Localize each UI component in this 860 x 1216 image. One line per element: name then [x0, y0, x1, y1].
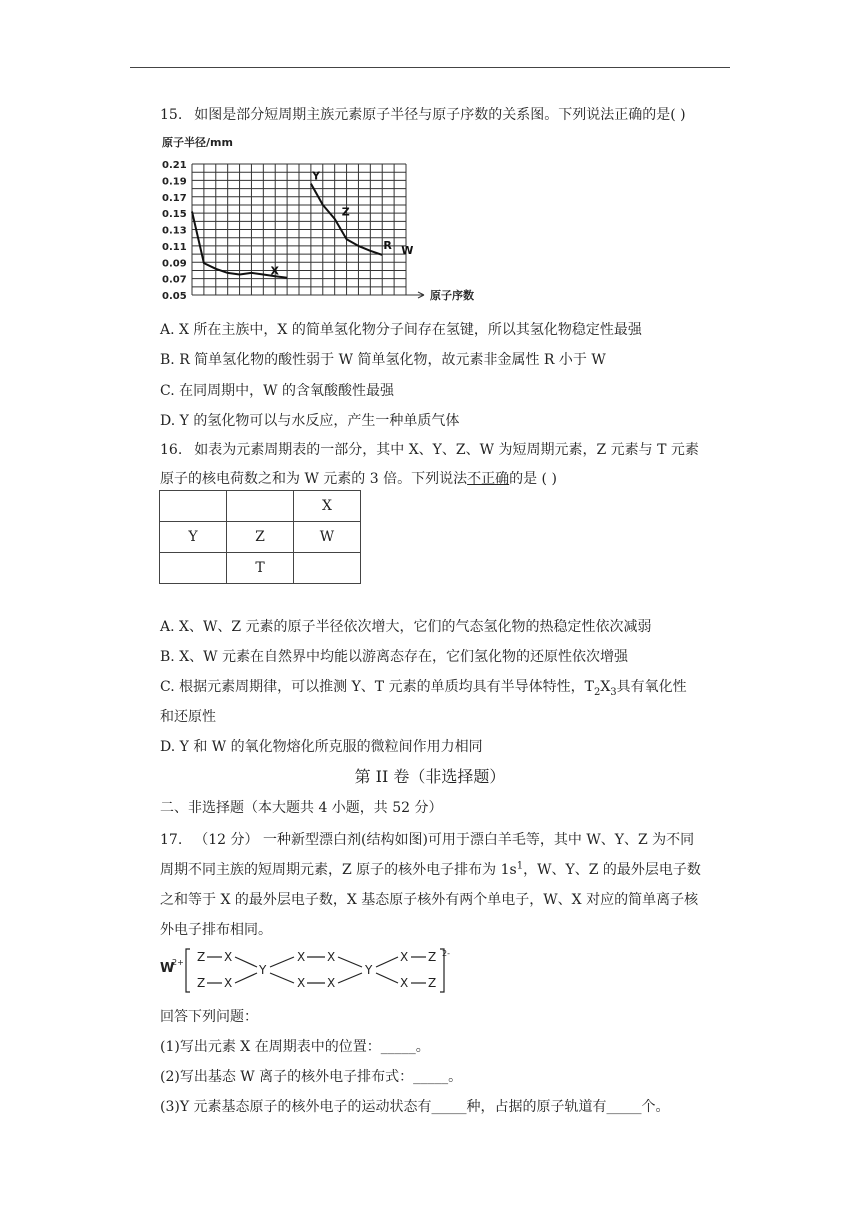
point-label: Z — [341, 205, 350, 219]
q17-line1 — [160, 829, 740, 849]
y-tick-label: 0.19 — [162, 176, 187, 188]
y-tick-label: 0.09 — [162, 258, 187, 270]
atom-x: X — [327, 976, 336, 990]
subscript: 3 — [610, 686, 617, 698]
q17-sub1: (1)写出元素 X 在周期表中的位置：_____。 — [160, 1039, 430, 1055]
atom-y: Y — [365, 963, 373, 977]
atom-x: X — [327, 950, 336, 964]
chart-xlabel: 原子序数 — [430, 289, 474, 302]
q16-option-c-line1 — [160, 676, 740, 698]
table-row — [160, 522, 361, 553]
q16-stem-part-a: 原子的核电荷数之和为 W 元素的 3 倍。下列说法 — [160, 471, 468, 487]
q15-number: 15. — [160, 107, 183, 123]
q15-option-d: D. Y 的氢化物可以与水反应，产生一种单质气体 — [160, 413, 460, 429]
table-row — [160, 553, 361, 584]
q17-sub3: (3)Y 元素基态原子的核外电子的运动状态有_____种，占据的原子轨道有_____个。 — [160, 1099, 670, 1115]
table-cell: X — [294, 491, 361, 522]
q16-option-b: B. X、W 元素在自然界中均能以游离态存在，它们氢化物的还原性依次增强 — [160, 649, 628, 665]
section-subtitle: 二、非选择题（本大题共 4 小题，共 52 分） — [160, 800, 443, 816]
atom-x: X — [297, 976, 306, 990]
q16-option-c-line2: 和还原性 — [160, 709, 216, 725]
q15-option-c: C. 在同周期中，W 的含氧酸酸性最强 — [160, 383, 394, 399]
atom-x: X — [224, 976, 233, 990]
q17-line2-tail: ，W、Y、Z 的最外层电子数 — [523, 862, 701, 878]
q15-option-b: B. R 简单氢化物的酸性弱于 W 简单氢化物，故元素非金属性 R 小于 W — [160, 352, 606, 368]
y-tick-label: 0.15 — [162, 209, 187, 221]
table-cell — [227, 491, 294, 522]
q17-number: 17. — [160, 832, 183, 848]
y-tick-label: 0.05 — [162, 291, 187, 302]
q16-option-c-tail: 具有氧化性 — [616, 679, 687, 695]
q15-stem-text: 如图是部分短周期主族元素原子半径与原子序数的关系图。下列说法正确的是( ) — [194, 107, 686, 123]
q16-number: 16. — [160, 442, 183, 458]
chart-grid — [192, 164, 424, 298]
table-cell — [294, 553, 361, 584]
anion-charge: 2- — [442, 949, 450, 958]
cation-charge: 2+ — [172, 958, 184, 967]
q17-sub2: (2)写出基态 W 离子的核外电子排布式：_____。 — [160, 1069, 463, 1085]
q17-line4: 外电子排布相同。 — [160, 922, 272, 938]
q17-line2-text: 周期不同主族的短周期元素，Z 原子的核外电子排布为 1s — [160, 862, 517, 878]
q17-line1-text: （12 分） 一种新型漂白剂(结构如图)可用于漂白羊毛等，其中 W、Y、Z 为不同 — [194, 832, 695, 848]
table-cell: T — [227, 553, 294, 584]
q17-line2 — [160, 859, 740, 879]
table-cell — [160, 491, 227, 522]
q16-option-a: A. X、W、Z 元素的原子半径依次增大，它们的气态氢化物的热稳定性依次减弱 — [160, 619, 652, 635]
atomic-radius-chart — [160, 132, 490, 302]
point-label: R — [383, 239, 392, 253]
q17-line3: 之和等于 X 的最外层电子数，X 基态原子核外有两个单电子，W、X 对应的简单离子核 — [160, 892, 699, 908]
cation-w: W — [160, 961, 175, 976]
bleach-structure-diagram — [160, 946, 470, 996]
table-cell: Y — [160, 522, 227, 553]
q16-option-d: D. Y 和 W 的氧化物熔化所克服的微粒间作用力相同 — [160, 739, 483, 755]
y-tick-label: 0.11 — [162, 241, 187, 253]
q16-stem-line1 — [160, 439, 740, 459]
superscript: 1 — [516, 860, 524, 872]
table-cell: W — [294, 522, 361, 553]
atom-z: Z — [428, 976, 437, 990]
q15-stem — [160, 104, 740, 124]
q16-stem-text: 如表为元素周期表的一部分，其中 X、Y、Z、W 为短周期元素，Z 元素与 T 元素 — [194, 442, 699, 458]
section-title: 第 II 卷（非选择题） — [354, 767, 506, 786]
atom-z: Z — [197, 976, 206, 990]
q16-stem-line2 — [160, 468, 740, 488]
q16-option-c-text: C. 根据元素周期律，可以推测 Y、T 元素的单质均具有半导体特性，T — [160, 679, 594, 695]
atom-x: X — [400, 950, 409, 964]
chart-ylabel: 原子半径/mm — [162, 136, 233, 149]
chart-annotations — [270, 170, 413, 278]
atom-z: Z — [197, 950, 206, 964]
point-label: X — [270, 264, 279, 278]
y-tick-label: 0.17 — [162, 192, 187, 204]
q16-stem-underlined: 不正确 — [467, 471, 510, 487]
periodic-table-fragment — [159, 490, 361, 584]
table-cell: Z — [227, 522, 294, 553]
atom-x: X — [297, 950, 306, 964]
header-rule — [130, 67, 730, 68]
table-row — [160, 491, 361, 522]
y-tick-label: 0.13 — [162, 225, 187, 237]
left-bracket — [186, 949, 190, 992]
atom-z: Z — [428, 950, 437, 964]
atom-y: Y — [259, 963, 267, 977]
q16-option-c-x: X — [600, 679, 611, 695]
q17-prompt: 回答下列问题： — [160, 1009, 258, 1025]
point-label: Y — [312, 169, 321, 183]
subscript: 2 — [593, 686, 601, 698]
y-tick-label: 0.21 — [162, 160, 187, 171]
point-label: W — [401, 244, 414, 258]
chart-y-ticks — [162, 160, 187, 302]
table-cell — [160, 553, 227, 584]
y-tick-label: 0.07 — [162, 274, 187, 286]
atom-x: X — [224, 950, 233, 964]
q16-stem-part-b: 的是 ( ) — [509, 471, 557, 487]
atom-x: X — [400, 976, 409, 990]
q15-option-a: A. X 所在主族中，X 的简单氢化物分子间存在氢键，所以其氢化物稳定性最强 — [160, 322, 642, 338]
